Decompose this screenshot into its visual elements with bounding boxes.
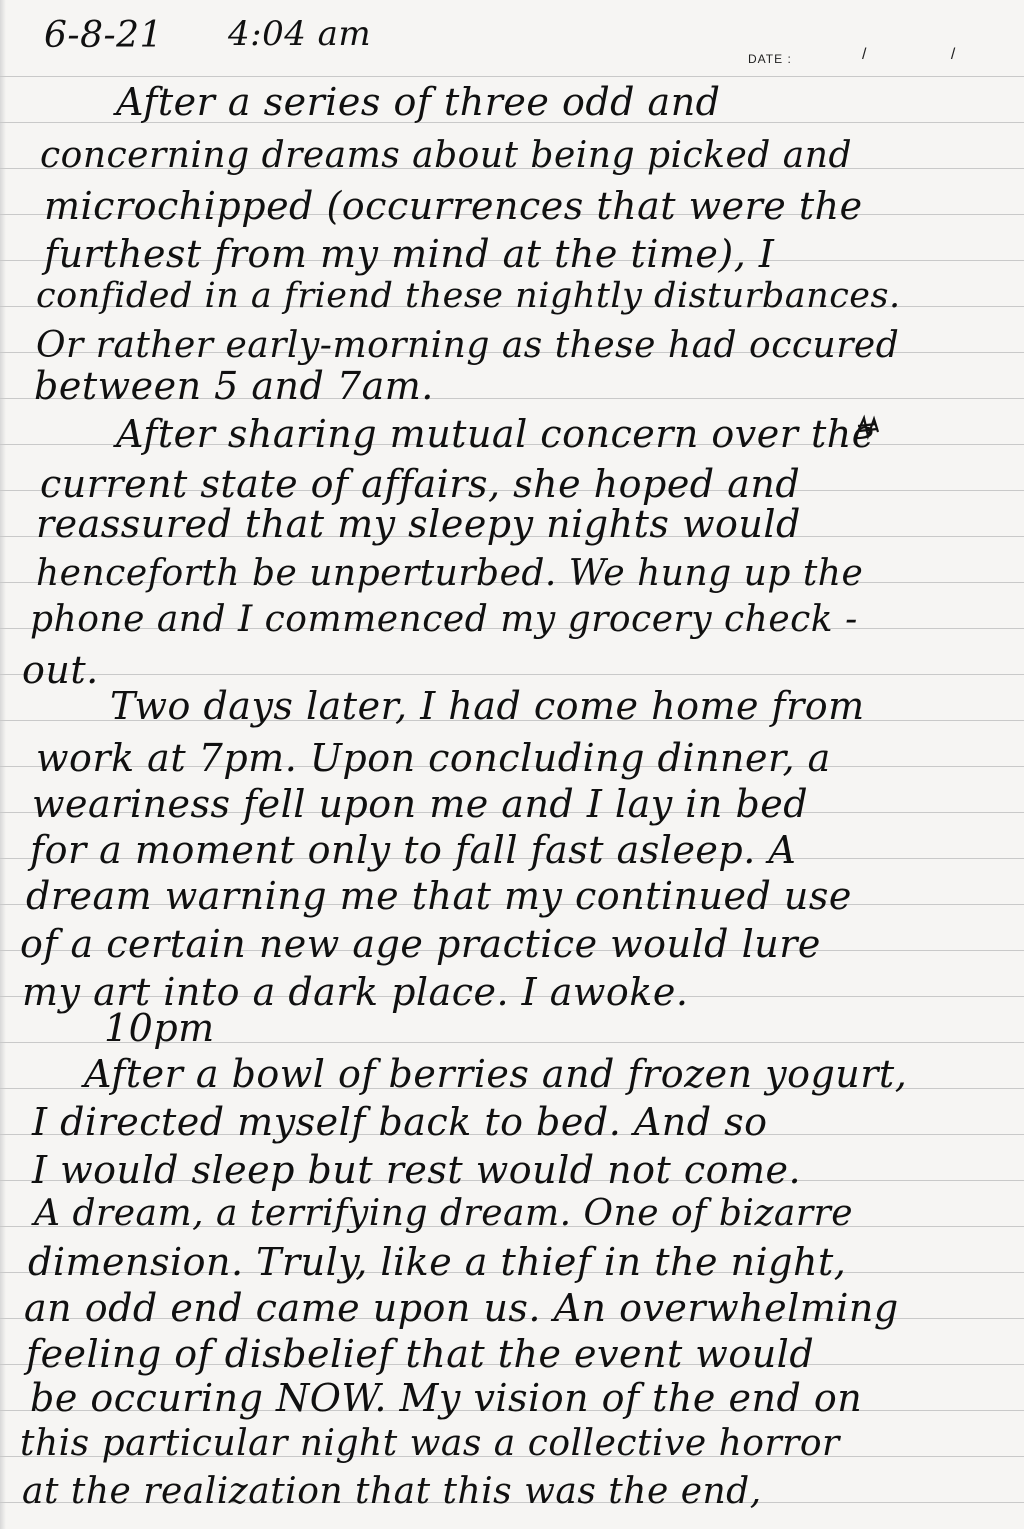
text-line: Two days later, I had come home from: [110, 684, 865, 728]
text-line: dimension. Truly, like a thief in the night,: [28, 1240, 847, 1284]
text-line: an odd end came upon us. An overwhelming: [24, 1286, 899, 1330]
entry-date: 6-8-21: [44, 15, 163, 56]
text-line: dream warning me that my continued use: [26, 874, 852, 918]
text-line: microchipped (occurrences that were the: [44, 184, 863, 228]
text-line: out.: [22, 648, 99, 692]
text-line: confided in a friend these nightly disturbances.: [36, 276, 901, 316]
scribbled-out-word: [854, 414, 880, 440]
text-line: furthest from my mind at the time), I: [44, 232, 775, 276]
text-line: I would sleep but rest would not come.: [32, 1148, 802, 1192]
text-line: After a series of three odd and: [116, 80, 721, 124]
text-line: at the realization that this was the end,: [22, 1471, 762, 1512]
time-note: 10pm: [104, 1006, 215, 1050]
page-edge-shadow: [0, 0, 6, 1529]
text-line: Or rather early-morning as these had occured: [36, 325, 900, 366]
text-line: weariness fell upon me and I lay in bed: [32, 782, 809, 826]
printed-date-label: DATE :: [748, 52, 792, 66]
text-line: work at 7pm. Upon concluding dinner, a: [36, 736, 831, 780]
text-line: After a bowl of berries and frozen yogurt,: [84, 1052, 908, 1096]
text-line: A dream, a terrifying dream. One of bizarre: [34, 1193, 854, 1234]
text-line: be occuring NOW. My vision of the end on: [30, 1376, 863, 1420]
text-line: my art into a dark place. I awoke.: [22, 970, 689, 1014]
text-line: henceforth be unperturbed. We hung up the: [36, 553, 864, 594]
text-line: feeling of disbelief that the event would: [26, 1332, 815, 1376]
text-line: After sharing mutual concern over the: [116, 412, 875, 456]
entry-time: 4:04 am: [228, 14, 372, 54]
ruled-line: [0, 674, 1024, 675]
text-line: I directed myself back to bed. And so: [32, 1100, 768, 1144]
text-line: current state of affairs, she hoped and: [40, 462, 801, 506]
text-line: concerning dreams about being picked and: [40, 135, 852, 176]
text-line: this particular night was a collective horror: [20, 1423, 840, 1464]
ruled-line: [0, 76, 1024, 77]
text-line: reassured that my sleepy nights would: [36, 502, 801, 546]
printed-date-slashes: / /: [862, 46, 996, 63]
text-line: between 5 and 7am.: [34, 364, 434, 408]
text-line: for a moment only to fall fast asleep. A: [30, 828, 797, 872]
text-line: phone and I commenced my grocery check -: [30, 599, 858, 640]
text-line: of a certain new age practice would lure: [20, 922, 821, 966]
